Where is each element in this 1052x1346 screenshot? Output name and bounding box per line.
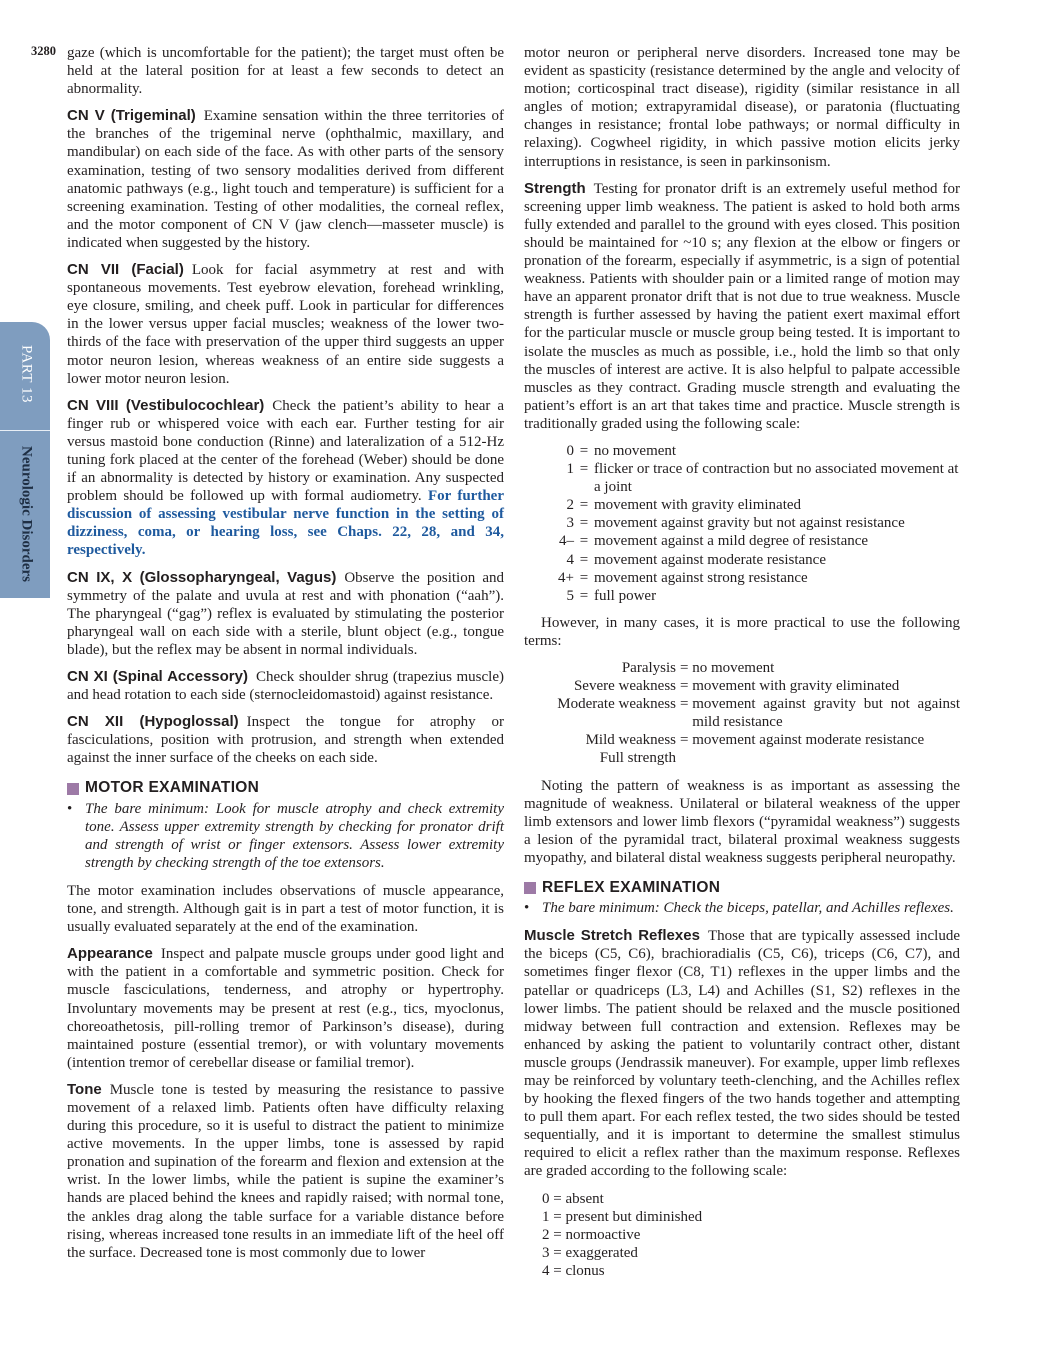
cn7-paragraph: [67, 261, 504, 388]
side-tab-label: Neurologic Disorders: [18, 446, 35, 582]
reflex-scale: [542, 1190, 960, 1280]
scale-description: no movement: [594, 442, 677, 459]
reflex-scale-item: 4 = clonus: [542, 1262, 605, 1279]
strength-scale-row: [524, 514, 960, 532]
strength-paragraph: [524, 180, 960, 433]
scale-description: full power: [594, 587, 657, 604]
appearance-paragraph: [67, 945, 504, 1072]
cn12-heading: CN XII (Hypoglossal): [67, 713, 239, 731]
tone-text: Muscle tone is tested by measuring the resistance to passive movement of a relaxed limb. Patients often have difficulty relaxing during this procedure, so it is useful to distract the patient to minimize active movements. In the upper limbs, tone is assessed by rapid pronation and supination of the forearm and flexion and extension at the wrist. In the lower limbs, while the patient is supine the examiner’s hands are placed behind the knees and rapidly raised; with normal tone, the ankles drag along the table surface for a variable distance before rising, whereas increased tone results in an immediate lift of the heel off the surface. Decreased tone is most commonly due to lower: [67, 1081, 504, 1261]
motor-intro-paragraph: The motor examination includes observations of muscle appearance, tone, and strength. Although gait is in part a test of motor function, it is usually evaluated separately at the end of the examination.: [67, 882, 504, 936]
cn8-heading: CN VIII (Vestibulocochlear): [67, 396, 265, 414]
section-square-icon: [67, 783, 79, 795]
strength-scale-row: [524, 569, 960, 587]
term-row: [524, 749, 960, 767]
tone-heading: Tone: [67, 1080, 102, 1098]
cn9-paragraph: [67, 569, 504, 659]
motor-bare-minimum: [67, 800, 504, 872]
msr-text: Those that are typically assessed include the biceps (C5, C6), brachioradialis (C5, C6), triceps (C6, C7), and sometimes finger flexor (C8, T1) reflexes in the upper limbs and the patellar or quadriceps (L3, L4) and Achilles (S1, S2) reflexes in the lower limbs. The patient should be relaxed and the muscle positioned midway between full contraction and extension. Reflexes may be enhanced by asking the patient to voluntarily contract other, distant muscle groups (Jendrassik maneuver). For example, upper limb reflexes may be reinforced by voluntary teeth-clenching, and the Achilles reflex by hooking the flexed fingers of the two hands together and attempting to pull them apart. For each reflex tested, the two sides should be tested sequentially, and it is important to determine the smallest stimulus required to elicit a reflex rather than the maximum response. Reflexes are graded according to the following scale:: [524, 928, 960, 1180]
scale-description: movement against moderate resistance: [594, 551, 826, 568]
cn7-heading: CN VII (Facial): [67, 261, 184, 279]
cn11-text: Check shoulder shrug (trapezius muscle) and head rotation to each side (sternocleidomastoid) against resistance.: [67, 669, 504, 704]
reflex-scale-item: 3 = exaggerated: [542, 1244, 638, 1261]
term-description: movement against moderate resistance: [692, 732, 925, 749]
scale-grade: 4: [566, 551, 574, 568]
term-equals: =: [680, 678, 693, 695]
term-row: [524, 731, 960, 749]
term-name: Full strength: [599, 750, 676, 767]
term-name: Moderate weakness: [557, 696, 676, 713]
cn9-heading: CN IX, X (Glossopharyngeal, Vagus): [67, 568, 337, 586]
scale-equals: =: [579, 587, 589, 604]
term-equals: =: [680, 696, 693, 713]
strength-scale: [524, 442, 960, 605]
right-column: [524, 44, 960, 1280]
scale-description: movement with gravity eliminated: [594, 497, 802, 514]
scale-grade: 0: [566, 442, 574, 459]
motor-bare-text: The bare minimum: Look for muscle atrophy and check extremity tone. Assess upper extremity strength by checking for pronator drift and strength of wrist or finger extensors. Assess lower extremity strength by checking strength of the toe extensors.: [85, 800, 504, 871]
term-name: Mild weakness: [585, 732, 676, 749]
scale-equals: =: [579, 551, 589, 568]
strength-text: Testing for pronator drift is an extremely useful method for screening upper limb weakness. The patient is asked to hold both arms fully extended and parallel to the ground with eyes closed. This position should be maintained for ~10 s; any flexion at the elbow or fingers or pronation of the forearm, especially if asymmetric, is a sign of potential weakness. Patients with shoulder pain or a limited range of motion may have an apparent pronator drift that is not due to true weakness. Muscle strength is further assessed by having the patient exert maximal effort for the particular muscle or muscle group being tested. It is important to isolate the muscles as much as possible, i.e., hold the limb so that only the muscles of interest are active. It is also helpful to palpate accessible muscles as they contract. Grading muscle strength and evaluating the patient’s effort is an art that takes time and practice. Muscle strength is traditionally graded using the following scale:: [524, 180, 960, 432]
msr-heading: Muscle Stretch Reflexes: [524, 927, 700, 945]
scale-equals: =: [579, 442, 589, 459]
term-description: no movement: [692, 660, 775, 676]
scale-grade: 2: [566, 497, 574, 514]
scale-equals: =: [579, 497, 589, 514]
reflex-scale-item: 1 = present but diminished: [542, 1208, 703, 1225]
strength-scale-row: [524, 496, 960, 514]
term-description: movement with gravity eliminated: [692, 678, 900, 695]
appearance-text: Inspect and palpate muscle groups under good light and with the patient in a comfortable and symmetric position. Check for muscle fasciculations, tenderness, and atrophy or hypertrophy. Involuntary movements may be present at rest (e.g., tics, myoclonus, choreoathetosis, pill-rolling tremor of Parkinson’s disease), during maintained posture (essential tremor), or with voluntary movements (intention tremor of cerebellar disease or familial tremor).: [67, 946, 504, 1071]
scale-equals: =: [579, 569, 589, 586]
tone-paragraph: [67, 1081, 504, 1262]
term-description: [680, 749, 960, 767]
reflex-section-title: [524, 879, 960, 897]
cn5-text: Examine sensation within the three territories of the branches of the trigeminal nerve (ophthalmic, maxillary, and mandibular) on each side of the face. As with other parts of the sensory examination, testing of two sensory modalities derived from different anatomic pathways (e.g., light touch and temperature) is sufficient for a screening examination. Testing of other modalities, the corneal reflex, and the motor component of CN V (jaw clench—masseter muscle) is indicated when suggested by the history.: [67, 108, 504, 251]
strength-scale-row: [524, 551, 960, 569]
reflex-bare-text: The bare minimum: Check the biceps, patellar, and Achilles reflexes.: [542, 900, 954, 917]
intro-paragraph: gaze (which is uncomfortable for the patient); the target must often be held at the lateral position for at least a few seconds to detect an abnormality.: [67, 45, 504, 98]
pattern-paragraph: Noting the pattern of weakness is as important as assessing the magnitude of weakness. Unilateral or bilateral weakness of the upper limb extensors and lower limb flexors (“pyramidal weakness”) suggests a lesion of the pyramidal tract, bilateral proximal weakness suggests myopathy, and bilateral distal weakness suggests peripheral neuropathy.: [524, 777, 960, 866]
scale-grade: 3: [566, 515, 574, 532]
terms-intro: However, in many cases, it is more practical to use the following terms:: [524, 614, 960, 649]
term-equals: =: [680, 732, 693, 749]
cn8-cross-reference[interactable]: For further discussion of assessing vestibular nerve function in the setting of dizziness, coma, or hearing loss, see Chaps. 22, 28, and 34, respectively.: [67, 488, 504, 559]
reflex-bare-minimum: [524, 899, 960, 917]
strength-scale-row: [524, 532, 960, 550]
scale-equals: =: [579, 461, 589, 478]
side-tab-part: PART 13: [18, 344, 35, 404]
strength-scale-row: [524, 442, 960, 460]
side-tab: [0, 322, 50, 598]
strength-scale-row: [524, 460, 960, 496]
term-equals: =: [680, 660, 693, 676]
scale-equals: =: [579, 533, 589, 550]
scale-grade: 4+: [558, 569, 574, 586]
cn9-text: Observe the position and symmetry of the palate and uvula at rest and with phonation (“aah”). The pharyngeal (“gag”) reflex is evaluated by stimulating the posterior pharyngeal wall on each side with a sterile, blunt object (e.g., tongue blade), but the reflex may be absent in normal individuals.: [67, 569, 504, 658]
cn5-heading: CN V (Trigeminal): [67, 107, 196, 125]
scale-description: movement against gravity but not against resistance: [594, 515, 905, 532]
term-row: [524, 695, 960, 731]
motor-section-title: [67, 779, 504, 797]
page-number: 3280: [31, 44, 56, 58]
scale-equals: =: [579, 515, 589, 532]
cn8-text: Check the patient’s ability to hear a finger rub or whispered voice with each ear. Further testing for air versus mastoid bone conduction (Rinne) and lateralization of a 512-Hz tuning fork placed at the center of the forehead (Weber) should be done if an abnormality is detected by history or examination. Any suspected problem should be followed up with formal audiometry.: [67, 397, 504, 505]
scale-description: flicker or trace of contraction but no associated movement at a joint: [594, 461, 959, 496]
term-row: [524, 659, 960, 677]
msr-paragraph: [524, 927, 960, 1180]
motor-title-text: MOTOR EXAMINATION: [85, 779, 260, 797]
cn12-text: Inspect the tongue for atrophy or fasciculations, position with protrusion, and strength when extended against the inner surface of the cheeks on each side.: [67, 714, 504, 767]
strength-scale-row: [524, 587, 960, 605]
appearance-heading: Appearance: [67, 945, 153, 963]
scale-description: movement against strong resistance: [594, 569, 808, 586]
reflex-title-text: REFLEX EXAMINATION: [542, 879, 721, 897]
weakness-terms: [524, 659, 960, 768]
tone-continued-paragraph: motor neuron or peripheral nerve disorders. Increased tone may be evident as spasticity (resistance determined by the angle and velocity of motion; corticospinal tract disease), rigidity (similar resistance in all angles of motion; extrapyramidal disease), or paratonia (fluctuating changes in resistance; frontal lobe pathways; or normal difficulty in relaxing). Cogwheel rigidity, in which passive motion elicits jerky interruptions in resistance, is seen in parkinsonism.: [524, 45, 960, 170]
bullet-icon: •: [524, 900, 530, 917]
scale-grade: 1: [566, 461, 574, 478]
scale-grade: 5: [566, 587, 574, 604]
cn11-paragraph: [67, 668, 504, 704]
cn5-paragraph: [67, 107, 504, 252]
scale-description: movement against a mild degree of resistance: [594, 533, 869, 550]
term-description: movement against gravity but not against mild resistance: [692, 696, 960, 731]
reflex-scale-item: 2 = normoactive: [542, 1226, 641, 1243]
scale-grade: 4–: [559, 533, 574, 550]
cn7-text: Look for facial asymmetry at rest and with spontaneous movements. Test eyebrow elevation, forehead wrinkling, eye closure, smiling, and cheek puff. Look in particular for differences in the lower versus upper facial muscles; weakness of the lower two-thirds of the face with preservation of the upper third suggests an upper motor neuron lesion, whereas weakness of an entire side suggests a lower motor neuron lesion.: [67, 262, 504, 387]
cn11-heading: CN XI (Spinal Accessory): [67, 668, 248, 685]
bullet-icon: •: [67, 800, 73, 817]
cn12-paragraph: [67, 713, 504, 767]
strength-heading: Strength: [524, 179, 586, 197]
cn8-paragraph: [67, 397, 504, 560]
left-column: [67, 44, 504, 1271]
term-name: Paralysis: [621, 660, 676, 676]
side-tab-divider: [0, 430, 50, 431]
term-name: Severe weakness: [573, 678, 676, 695]
section-square-icon: [524, 882, 536, 894]
reflex-scale-item: 0 = absent: [542, 1190, 604, 1207]
term-row: [524, 677, 960, 695]
